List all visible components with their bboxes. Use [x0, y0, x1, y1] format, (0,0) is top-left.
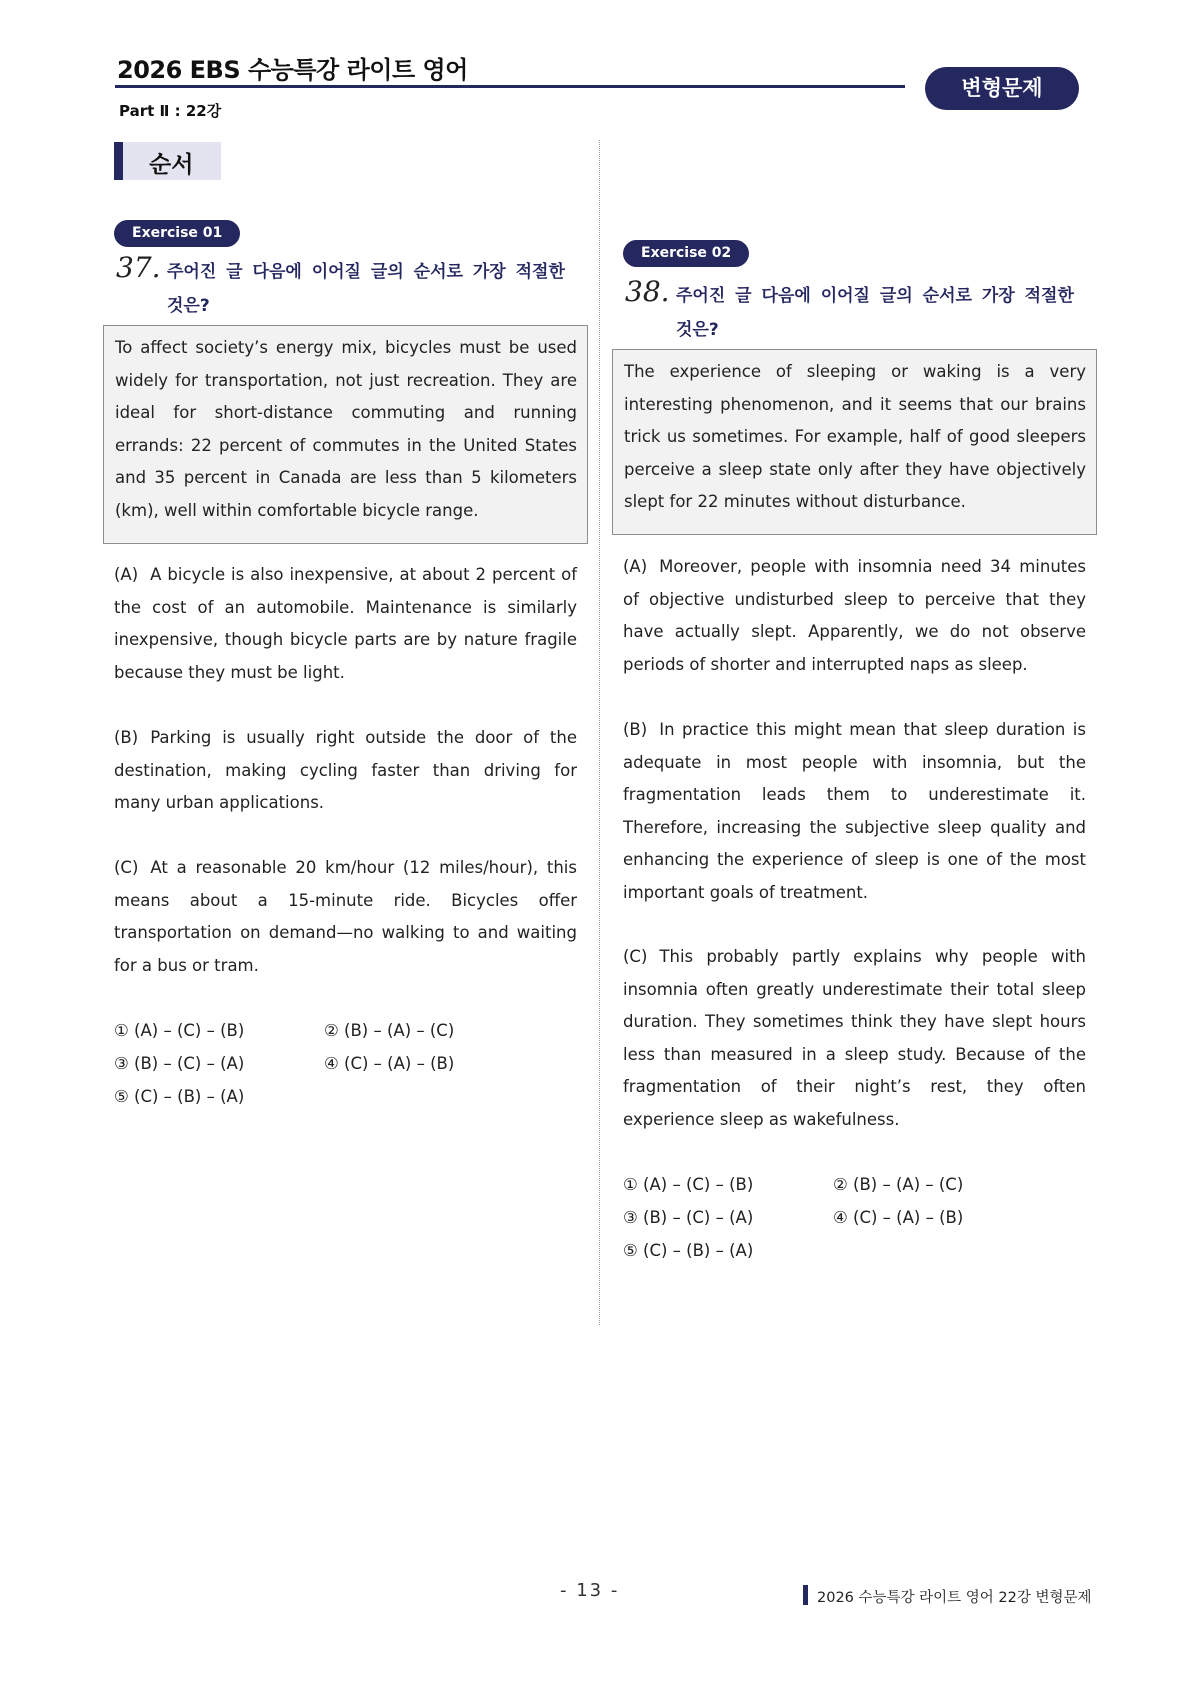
exercise-badge: Exercise 01	[114, 220, 240, 247]
choice-2[interactable]: ② (B) – (A) – (C)	[833, 1175, 964, 1194]
choice-5[interactable]: ⑤ (C) – (B) – (A)	[623, 1241, 754, 1260]
paragraph-a: (A) Moreover, people with insomnia need 34 minutes of objective undisturbed sleep to perceive that they have actually slept. Apparently, we do not observe periods of shorter and interrupted naps as sleep.	[623, 557, 1086, 674]
given-passage	[103, 325, 588, 544]
choice-3[interactable]: ③ (B) – (C) – (A)	[114, 1054, 245, 1073]
answer-choices	[623, 1168, 1086, 1267]
choice-2[interactable]: ② (B) – (A) – (C)	[324, 1021, 455, 1040]
paragraph-a: (A) A bicycle is also inexpensive, at about 2 percent of the cost of an automobile. Maintenance is similarly inexpensive, though bicycle parts are by nature fragile because they must be light.	[114, 565, 577, 682]
paragraph-b: (B) In practice this might mean that sleep duration is adequate in most people with insomnia, but the fragmentation leads them to underestimate it. Therefore, increasing the subjective sleep quality and enhancing the experience of sleep is one of the most important goals of treatment.	[623, 720, 1086, 902]
question-number: 37.	[116, 251, 161, 284]
choice-3[interactable]: ③ (B) – (C) – (A)	[623, 1208, 754, 1227]
variant-badge: 변형문제	[925, 67, 1079, 110]
exercise-01	[114, 0, 577, 1200]
paragraph-c: (C) At a reasonable 20 km/hour (12 miles/hour), this means about a 15-minute ride. Bicycles offer transportation on demand—no walking to and waiting for a bus or tram.	[114, 858, 577, 975]
footer-text: 2026 수능특강 라이트 영어 22강 변형문제	[817, 1590, 1092, 1606]
choice-1[interactable]: ① (A) – (C) – (B)	[114, 1021, 245, 1040]
given-passage	[612, 349, 1097, 535]
question	[623, 275, 1086, 347]
question-number: 38.	[625, 275, 670, 308]
choice-5[interactable]: ⑤ (C) – (B) – (A)	[114, 1087, 245, 1106]
choice-1[interactable]: ① (A) – (C) – (B)	[623, 1175, 754, 1194]
choice-4[interactable]: ④ (C) – (A) – (B)	[324, 1054, 455, 1073]
section-title: 순서	[149, 152, 194, 178]
choice-4[interactable]: ④ (C) – (A) – (B)	[833, 1208, 964, 1227]
paragraph-b: (B) Parking is usually right outside the door of the destination, making cycling faster than driving for many urban applications.	[114, 728, 577, 812]
question	[114, 251, 577, 323]
page-title: 2026 EBS 수능특강 라이트 영어	[117, 56, 468, 84]
exercise-02	[623, 0, 1086, 1300]
answer-choices	[114, 1014, 577, 1113]
question-text: 주어진 글 다음에 이어질 글의 순서로 가장 적절한 것은?	[676, 286, 1074, 340]
given-text: To affect society’s energy mix, bicycles must be used widely for transportation, not just recreation. They are ideal for short-distance commuting and running errands: 22 percent of commutes in the United States and 35 percent in Canada are less than 5 kilometers (km), well within comfortable bicycle range.	[115, 338, 577, 520]
paragraph-c: (C) This probably partly explains why people with insomnia often greatly underestimate their total sleep duration. They sometimes think they have slept hours less than measured in a sleep study. Because of the fragmentation of their night’s rest, they often experience sleep as wakefulness.	[623, 947, 1086, 1129]
page-number: - 13 -	[560, 1580, 620, 1601]
given-text: The experience of sleeping or waking is a very interesting phenomenon, and it seems that our brains trick us sometimes. For example, half of good sleepers perceive a sleep state only after they have objectively slept for 22 minutes without disturbance.	[624, 362, 1086, 511]
question-text: 주어진 글 다음에 이어질 글의 순서로 가장 적절한 것은?	[167, 262, 565, 316]
exercise-badge: Exercise 02	[623, 240, 749, 267]
footer-mark	[803, 1585, 808, 1605]
part-label: Part Ⅱ : 22강	[119, 102, 222, 120]
column-divider	[599, 140, 600, 1325]
